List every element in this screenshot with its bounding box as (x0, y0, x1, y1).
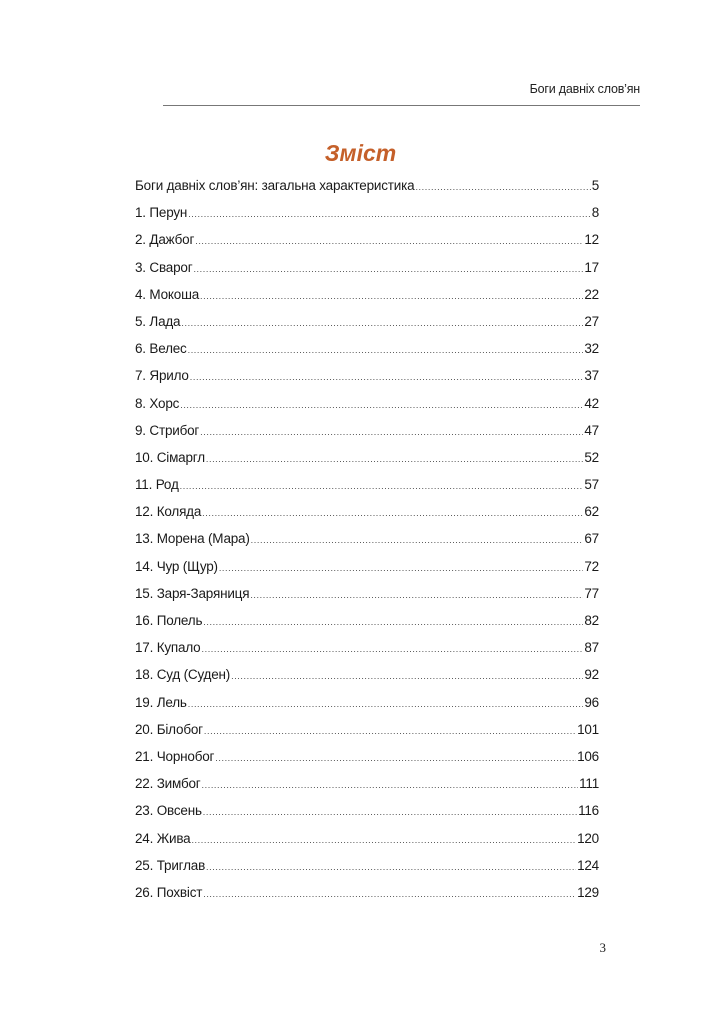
dot-leader (200, 286, 583, 306)
toc-entry-page: 129 (577, 884, 599, 900)
toc-entry[interactable] (135, 339, 599, 366)
toc-entry[interactable] (135, 312, 599, 339)
dot-leader (180, 476, 584, 496)
toc-entry-title: 1. Перун (135, 205, 188, 221)
dot-leader (195, 231, 583, 251)
toc-entry-page: 17 (584, 259, 599, 275)
toc-entry-page: 12 (584, 232, 599, 248)
toc-entry-page: 47 (584, 422, 599, 438)
toc-entry-title: 18. Суд (Суден) (135, 667, 231, 683)
toc-entry[interactable] (135, 829, 599, 856)
toc-entry-title: 13. Морена (Мара) (135, 531, 250, 547)
dot-leader (215, 748, 576, 768)
dot-leader (203, 612, 583, 632)
page-number: 3 (599, 940, 606, 955)
toc-entry[interactable] (135, 203, 599, 230)
dot-leader (202, 503, 583, 523)
dot-leader (251, 530, 584, 550)
dot-leader (415, 177, 590, 197)
toc-entry[interactable] (135, 557, 599, 584)
dot-leader (200, 422, 583, 442)
toc-entry-title: 25. Триглав (135, 857, 206, 873)
toc-entry-title: 16. Полель (135, 613, 203, 628)
running-header: Боги давніх слов’ян (529, 82, 640, 96)
toc-entry-title: 20. Білобог (135, 721, 203, 737)
dot-leader (190, 367, 584, 387)
toc-entry-title: 19. Лель (135, 694, 187, 710)
toc-entry-page: 77 (584, 585, 599, 601)
toc-entry-page: 72 (584, 558, 599, 574)
toc-entry-page: 87 (584, 640, 599, 656)
toc-entry-title: 17. Купало (135, 640, 201, 656)
dot-leader (188, 340, 584, 360)
toc-entry[interactable] (135, 665, 599, 692)
toc-entry-page: 27 (584, 313, 599, 329)
header-rule (163, 105, 640, 106)
dot-leader (202, 775, 579, 795)
dot-leader (206, 449, 584, 469)
dot-leader (193, 259, 583, 279)
dot-leader (188, 694, 584, 714)
table-of-contents (135, 176, 599, 910)
toc-entry[interactable] (135, 394, 599, 421)
toc-entry-page: 22 (584, 286, 599, 302)
toc-entry-title: 11. Род (135, 477, 179, 493)
toc-entry-title: 22. Зимбог (135, 776, 201, 792)
toc-entry[interactable] (135, 747, 599, 774)
toc-entry-page: 96 (584, 694, 599, 710)
toc-entry[interactable] (135, 720, 599, 747)
toc-entry-title: 26. Похвіст (135, 884, 203, 900)
toc-entry[interactable] (135, 774, 599, 801)
toc-entry-title: 6. Велес (135, 341, 187, 357)
toc-entry[interactable] (135, 258, 599, 285)
toc-entry-title: 23. Овсень (135, 803, 202, 819)
toc-entry-page: 106 (577, 748, 599, 764)
dot-leader (219, 558, 584, 578)
toc-entry-title: Боги давніх слов’ян: загальна характеристика (135, 178, 415, 193)
toc-entry-page: 92 (584, 667, 599, 683)
toc-entry-page: 111 (579, 776, 599, 792)
dot-leader (188, 204, 591, 224)
toc-entry-title: 2. Дажбог (135, 232, 195, 248)
toc-entry[interactable] (135, 529, 599, 556)
toc-entry-title: 4. Мокоша (135, 286, 200, 302)
dot-leader (203, 884, 576, 904)
toc-title: Зміст (324, 140, 397, 166)
toc-entry-title: 24. Жива (135, 830, 191, 846)
toc-entry[interactable] (135, 366, 599, 393)
toc-entry-page: 8 (591, 205, 599, 221)
dot-leader (250, 585, 583, 605)
toc-entry[interactable] (135, 801, 599, 828)
toc-entry[interactable] (135, 230, 599, 257)
toc-entry[interactable] (135, 638, 599, 665)
toc-entry[interactable] (135, 285, 599, 312)
toc-entry-page: 52 (584, 449, 599, 465)
toc-entry[interactable] (135, 856, 599, 883)
toc-entry-page: 42 (584, 395, 599, 411)
toc-entry-page: 5 (591, 178, 599, 193)
toc-entry-title: 10. Сімаргл (135, 449, 205, 465)
toc-entry-page: 120 (577, 830, 599, 846)
dot-leader (202, 639, 584, 659)
dot-leader (191, 830, 576, 850)
toc-entry-title: 9. Стрибог (135, 422, 200, 438)
toc-entry-page: 62 (584, 504, 599, 520)
toc-entry-page: 57 (584, 477, 599, 493)
toc-entry[interactable] (135, 883, 599, 910)
dot-leader (206, 857, 576, 877)
toc-entry[interactable] (135, 611, 599, 638)
toc-entry-title: 15. Заря-Заряниця (135, 585, 250, 601)
toc-entry-page: 67 (584, 531, 599, 547)
toc-entry-title: 8. Хорс (135, 395, 180, 411)
toc-entry[interactable] (135, 448, 599, 475)
toc-entry-page: 32 (584, 341, 599, 357)
toc-entry-title: 21. Чорнобог (135, 748, 215, 764)
toc-entry[interactable] (135, 584, 599, 611)
toc-entry-title: 14. Чур (Щур) (135, 558, 218, 574)
dot-leader (231, 666, 583, 686)
toc-entry[interactable] (135, 693, 599, 720)
toc-entry-page: 82 (584, 613, 599, 628)
toc-entry-title: 7. Ярило (135, 368, 189, 384)
toc-entry[interactable] (135, 475, 599, 502)
toc-entry-page: 101 (577, 721, 599, 737)
dot-leader (181, 313, 583, 333)
toc-entry[interactable] (135, 176, 599, 203)
dot-leader (204, 721, 576, 741)
toc-entry-title: 3. Сварог (135, 259, 193, 275)
toc-entry[interactable] (135, 502, 599, 529)
dot-leader (180, 395, 583, 415)
toc-entry-page: 37 (584, 368, 599, 384)
dot-leader (203, 802, 577, 822)
toc-entry-title: 12. Коляда (135, 504, 202, 520)
toc-entry[interactable] (135, 421, 599, 448)
toc-entry-title: 5. Лада (135, 313, 181, 329)
toc-entry-page: 116 (578, 803, 599, 819)
toc-entry-page: 124 (577, 857, 599, 873)
